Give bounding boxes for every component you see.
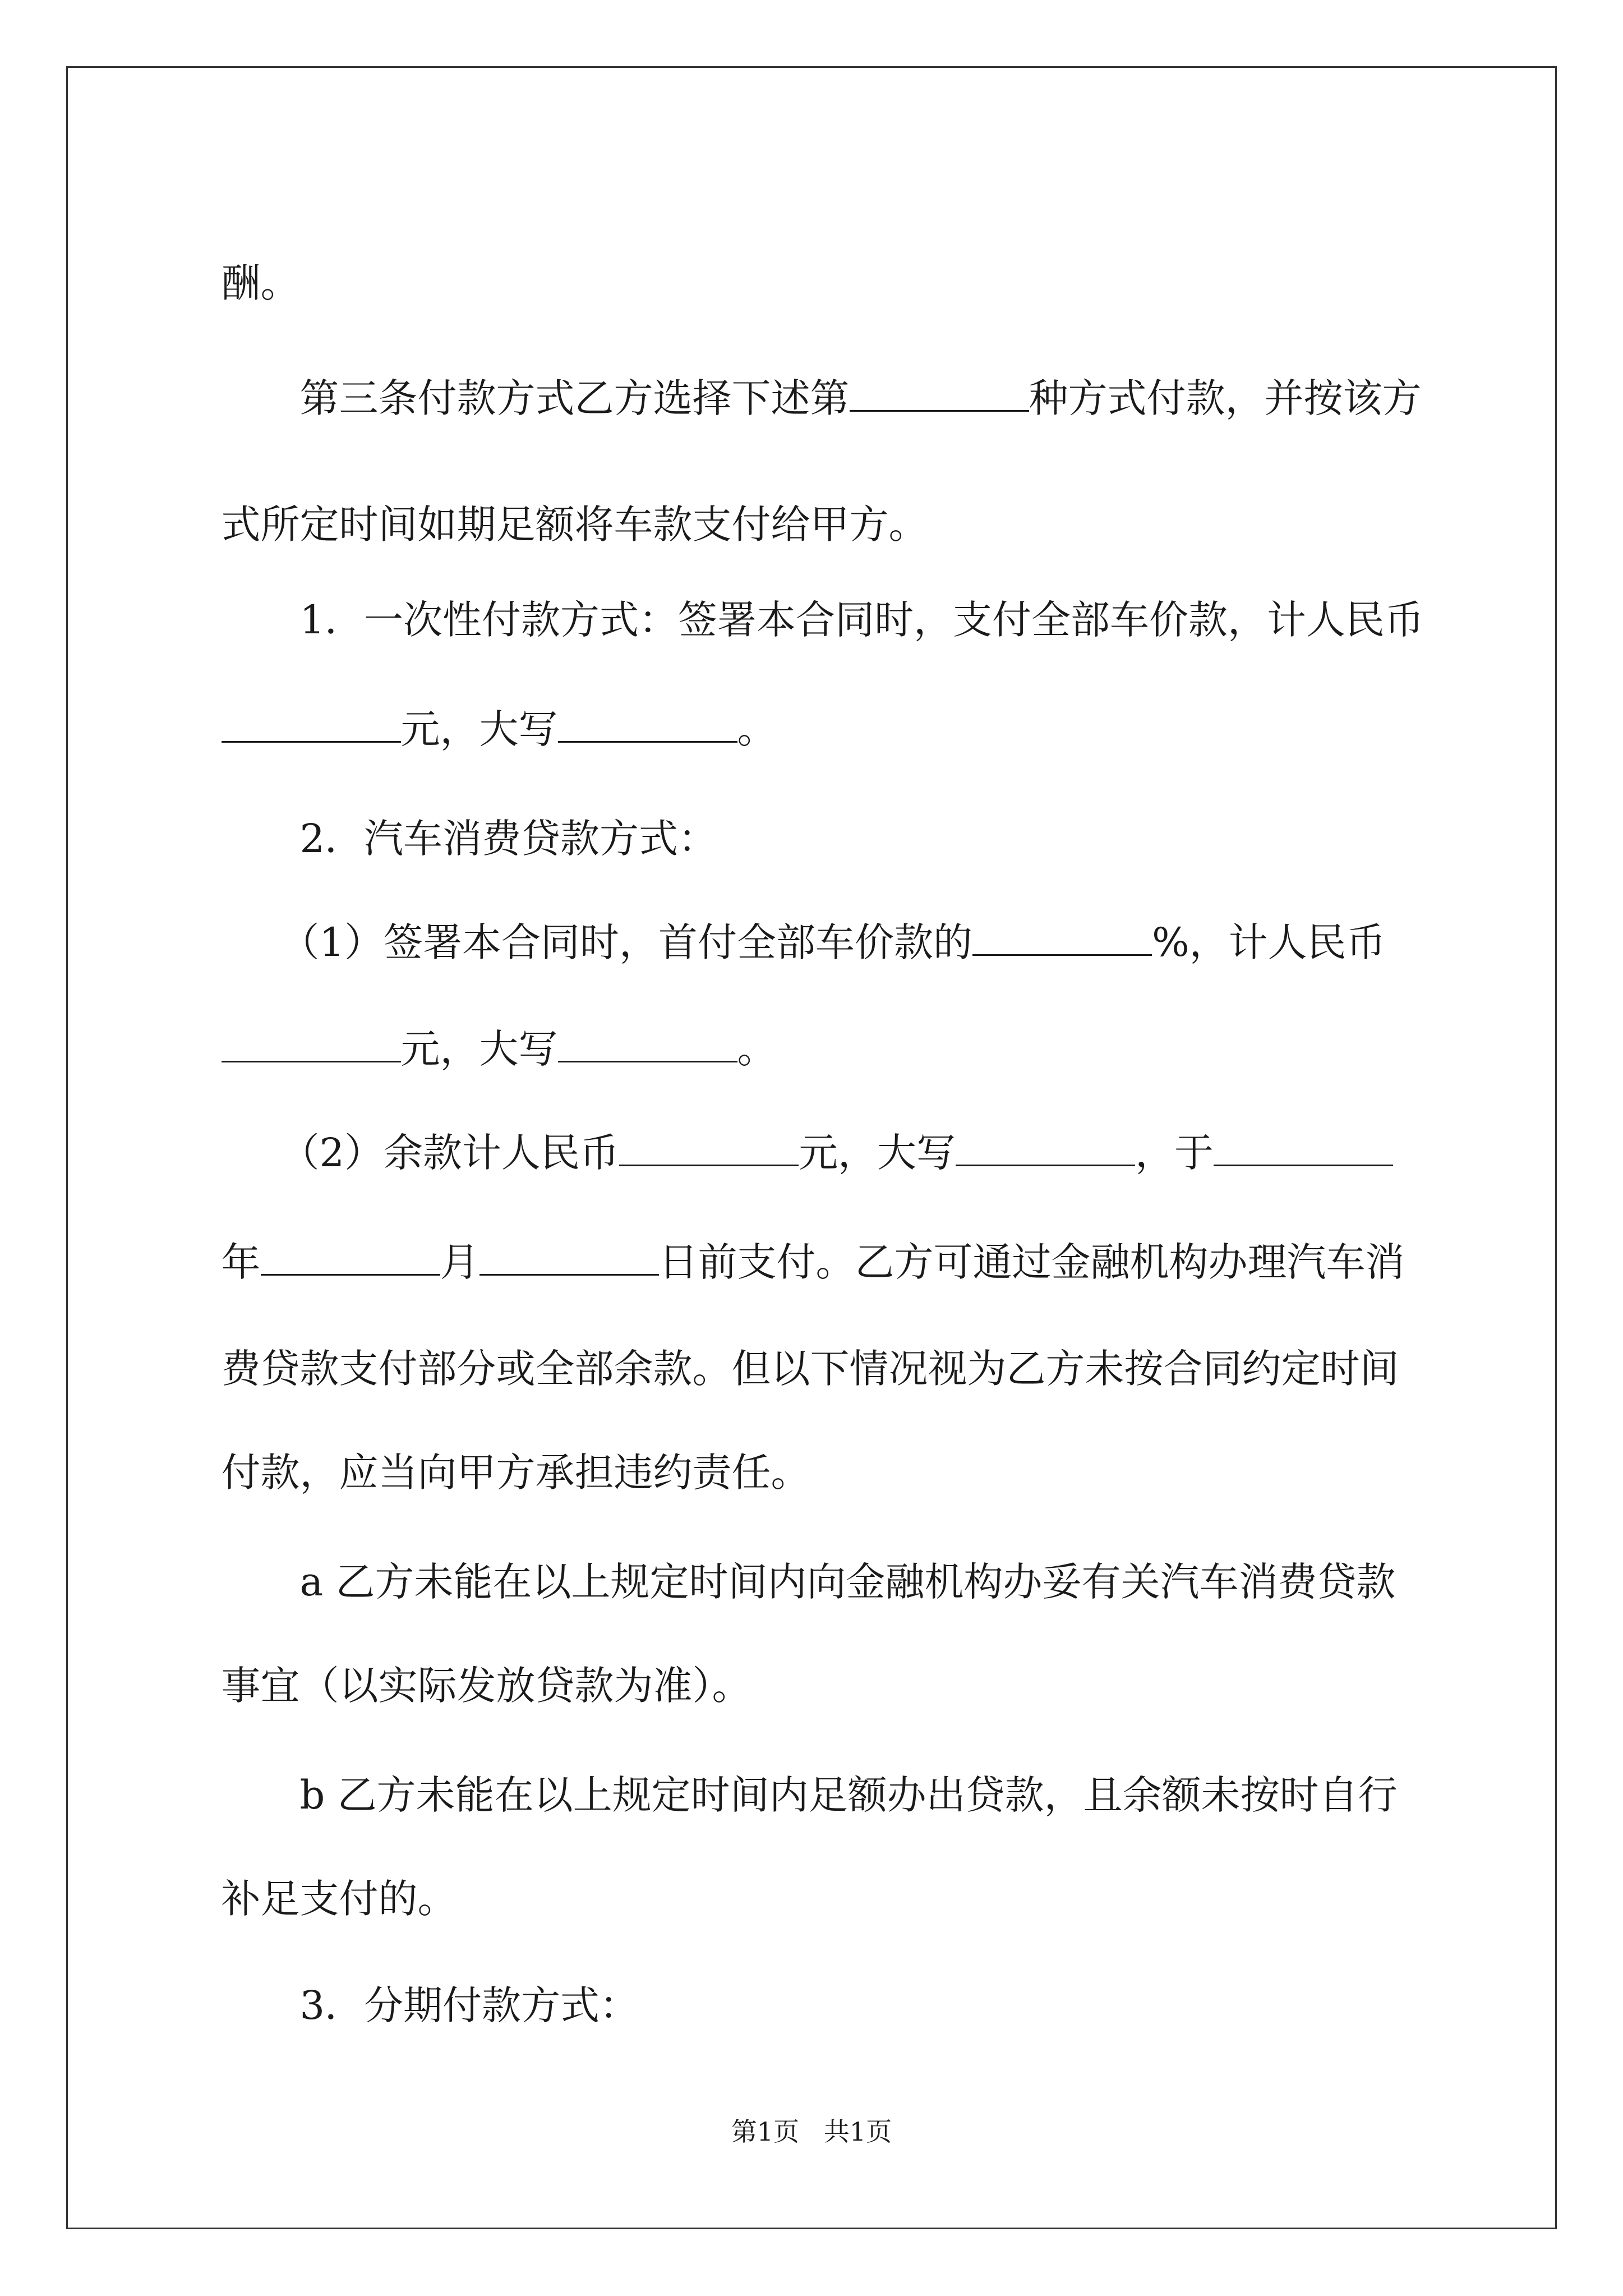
fill-in-blank[interactable] [619, 1131, 799, 1166]
fill-in-blank[interactable] [956, 1131, 1135, 1166]
paragraph-line [0, 1293, 1623, 1394]
fill-in-blank[interactable] [222, 1027, 401, 1062]
paragraph-line [0, 973, 1623, 1074]
line-text: 事宜（以实际发放贷款为准）。 [221, 1663, 751, 1709]
line-text: 第三条付款方式乙方选择下述第 [299, 375, 850, 421]
line-text: 元，大写 [799, 1130, 956, 1176]
paragraph-line [0, 544, 1623, 645]
line-text: 元，大写 [400, 706, 558, 752]
line-text: 种方式付款，并按该方 [1029, 375, 1422, 421]
fill-in-blank[interactable] [850, 376, 1029, 412]
line-text: 式所定时间如期足额将车款支付给甲方。 [221, 501, 928, 547]
fill-in-blank[interactable] [479, 1240, 659, 1276]
paragraph-line [0, 1397, 1623, 1498]
fill-in-blank[interactable] [558, 707, 737, 743]
line-text: ，于 [1135, 1130, 1214, 1176]
paragraph-line [0, 208, 1623, 309]
line-text: 酬。 [221, 260, 300, 306]
line-text: 补足支付的。 [221, 1876, 457, 1922]
paragraph-line [0, 1823, 1623, 1924]
fill-in-blank[interactable] [1214, 1131, 1393, 1166]
fill-in-blank[interactable] [222, 707, 401, 743]
line-text: 。 [737, 1026, 777, 1072]
line-text: b 乙方未能在以上规定时间内足额办出贷款，且余额未按时自行 [299, 1772, 1398, 1818]
paragraph-line [0, 449, 1623, 550]
paragraph-line [0, 867, 1623, 968]
paragraph-line [0, 1506, 1623, 1607]
paragraph-line [0, 1186, 1623, 1287]
line-text: 元，大写 [400, 1026, 558, 1072]
line-text: （1）签署本合同时，首付全部车价款的 [280, 919, 973, 965]
line-text: 3．分期付款方式： [299, 1982, 639, 2028]
paragraph-line [0, 1930, 1623, 2031]
paragraph-line [0, 654, 1623, 754]
line-text: %，计人民币 [1152, 919, 1386, 965]
line-text: （2）余款计人民币 [280, 1130, 620, 1176]
paragraph-line [0, 323, 1623, 424]
paragraph-line [0, 1610, 1623, 1711]
line-text: 费贷款支付部分或全部余款。但以下情况视为乙方未按合同约定时间 [221, 1346, 1399, 1392]
line-text: 月 [440, 1239, 479, 1285]
line-text: 年 [221, 1239, 261, 1285]
line-text: 1．一次性付款方式：签署本合同时，支付全部车价款，计人民币 [299, 597, 1424, 643]
line-text: 。 [737, 706, 777, 752]
line-text: 2．汽车消费贷款方式： [299, 816, 718, 862]
line-text: 日前支付。乙方可通过金融机构办理汽车消 [658, 1239, 1405, 1285]
fill-in-blank[interactable] [261, 1240, 440, 1276]
paragraph-line [0, 1719, 1623, 1820]
paragraph-line [0, 763, 1623, 864]
line-text: 付款，应当向甲方承担违约责任。 [221, 1450, 810, 1496]
line-text: a 乙方未能在以上规定时间内向金融机构办妥有关汽车消费贷款 [299, 1559, 1396, 1605]
fill-in-blank[interactable] [558, 1027, 737, 1062]
fill-in-blank[interactable] [972, 921, 1152, 956]
paragraph-line [0, 1077, 1623, 1178]
page-footer: 第1页 共1页 [731, 2116, 892, 2147]
